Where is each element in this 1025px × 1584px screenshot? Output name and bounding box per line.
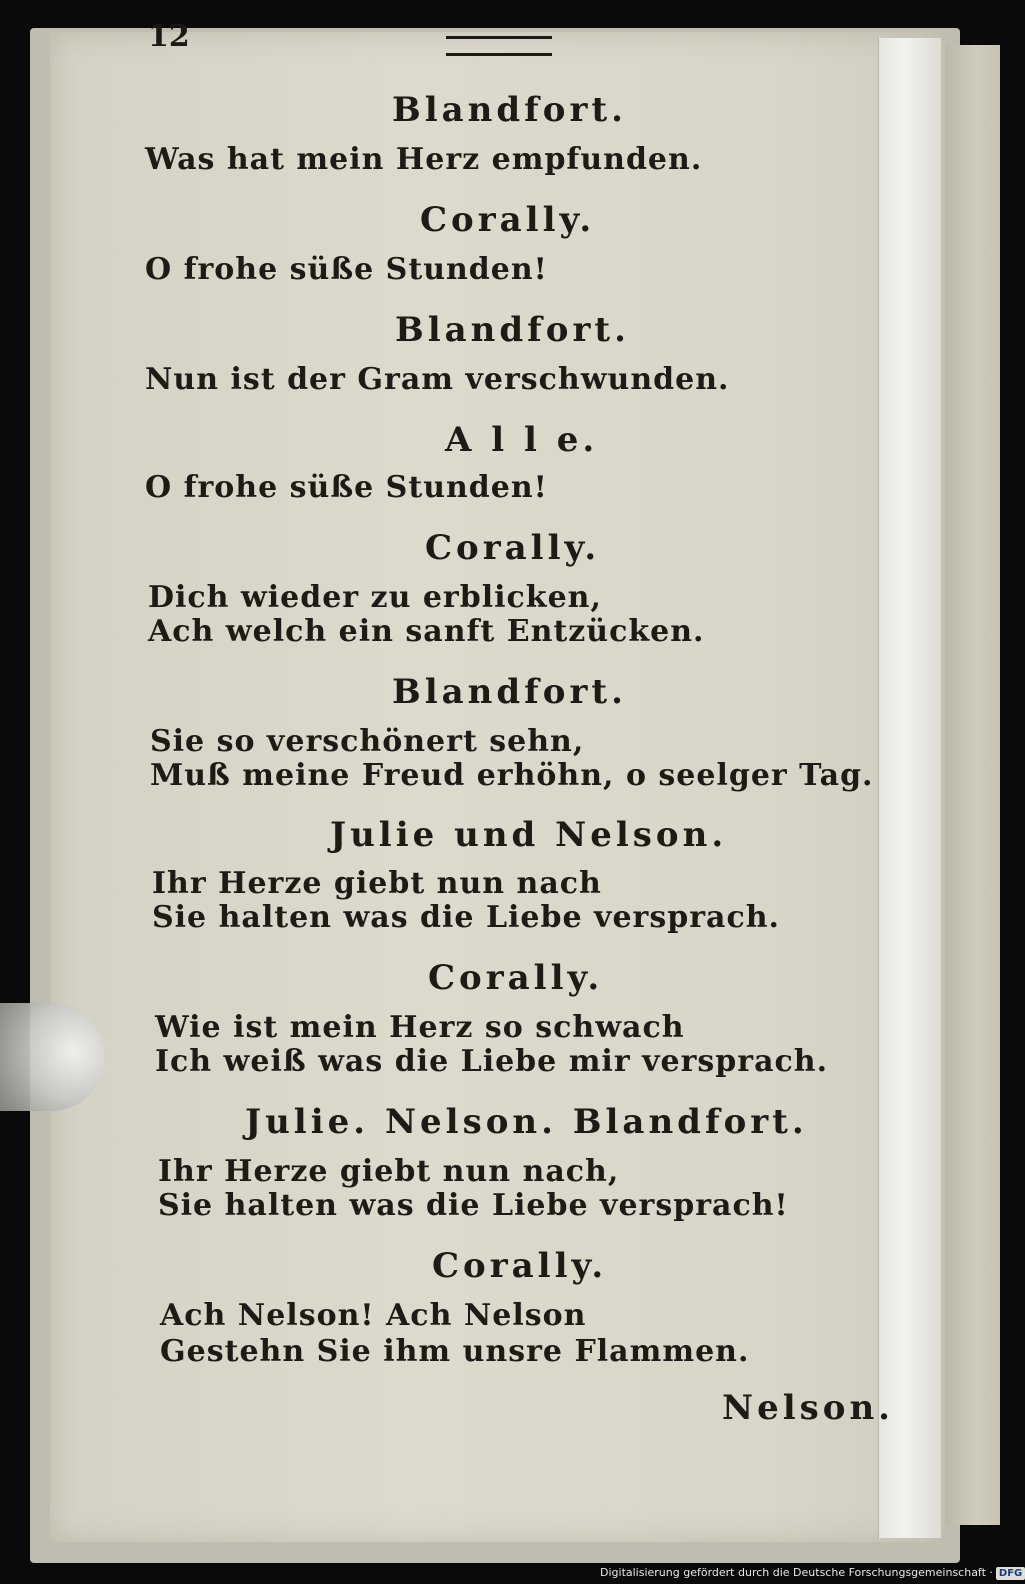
speaker-corally: Corally.: [432, 1246, 608, 1286]
speaker-corally: Corally.: [425, 528, 601, 568]
verse-line: Ach welch ein sanft Entzücken.: [148, 614, 705, 649]
speaker-blandfort: Blandfort.: [395, 310, 630, 350]
verse-line: Ihr Herze giebt nun nach,: [158, 1154, 620, 1189]
verse-line: Ach Nelson! Ach Nelson: [160, 1298, 587, 1333]
verse-line: Nun ist der Gram verschwunden.: [145, 362, 730, 397]
verse-line: Sie halten was die Liebe versprach!: [158, 1188, 789, 1223]
verse-line: O frohe süße Stunden!: [145, 470, 548, 505]
header-rule: [446, 36, 552, 56]
page-clip: [0, 1003, 105, 1111]
verse-line: Muß meine Freud erhöhn, o seelger Tag.: [150, 758, 874, 793]
verse-line: Ihr Herze giebt nun nach: [152, 866, 602, 901]
next-page-edge: [940, 45, 1000, 1525]
catchword-nelson: Nelson.: [722, 1388, 895, 1428]
verse-line: Sie so verschönert sehn,: [150, 724, 585, 759]
verse-line: Wie ist mein Herz so schwach: [155, 1010, 685, 1045]
speaker-alle: A l l e.: [445, 420, 599, 460]
gutter-strip: [878, 38, 941, 1538]
verse-line: Was hat mein Herz empfunden.: [145, 142, 703, 177]
verse-line: Sie halten was die Liebe versprach.: [152, 900, 780, 935]
speaker-blandfort: Blandfort.: [392, 672, 627, 712]
speaker-julie-und-nelson: Julie und Nelson.: [330, 815, 728, 855]
verse-line: Dich wieder zu erblicken,: [148, 580, 602, 615]
footer-credit: [600, 1566, 1025, 1580]
verse-line: Ich weiß was die Liebe mir versprach.: [155, 1044, 829, 1079]
speaker-corally: Corally.: [428, 958, 604, 998]
speaker-blandfort: Blandfort.: [392, 90, 627, 130]
verse-line: O frohe süße Stunden!: [145, 252, 548, 287]
footer-text: Digitalisierung gefördert durch die Deutsche Forschungsgemeinschaft ·: [600, 1566, 993, 1579]
speaker-julie-nelson-blandfort: Julie. Nelson. Blandfort.: [245, 1102, 808, 1142]
speaker-corally: Corally.: [420, 200, 596, 240]
page-number: 12: [148, 19, 190, 54]
verse-line: Gestehn Sie ihm unsre Flammen.: [160, 1334, 750, 1369]
dfg-logo: DFG: [996, 1567, 1025, 1580]
